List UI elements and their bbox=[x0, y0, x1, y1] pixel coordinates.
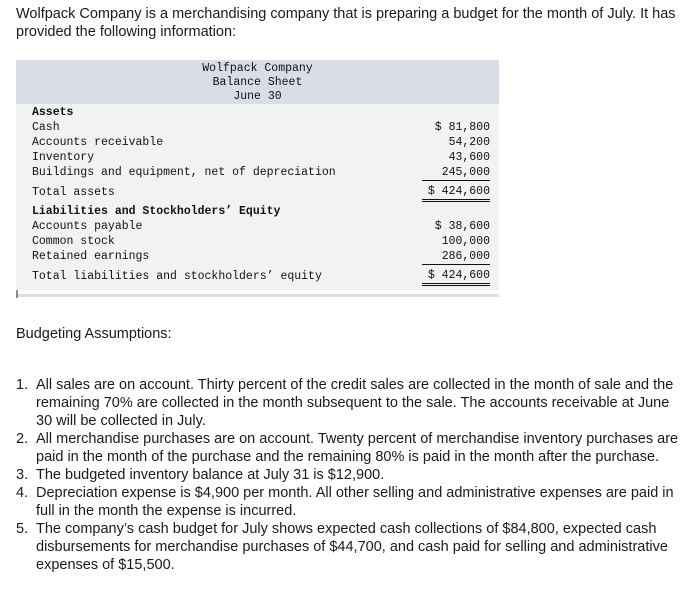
assumption-item bbox=[16, 430, 688, 466]
assumption-number: 3. bbox=[16, 467, 29, 483]
assumption-text: All merchandise purchases are on account. Twenty percent of merchandise inventory purchases are paid in the month of the purchase and the remaining 80% is paid in the month after the purchase. bbox=[36, 431, 679, 465]
assumption-number: 5. bbox=[16, 521, 29, 537]
assumption-number: 1. bbox=[16, 377, 29, 393]
inventory-value: 43,600 bbox=[448, 151, 490, 164]
total-assets-label: Total assets bbox=[32, 186, 115, 199]
assumption-item bbox=[16, 484, 688, 520]
statement-date: June 30 bbox=[233, 90, 282, 103]
buildings-equipment-label: Buildings and equipment, net of depreciation bbox=[32, 166, 336, 179]
assumption-item bbox=[16, 466, 688, 484]
assumption-text: The company’s cash budget for July shows expected cash collections of $84,800, expected cash disbursements for merchandise purchases of $44,700, and cash paid for selling and administrative expenses of $15,500. bbox=[36, 521, 668, 573]
assumptions-list bbox=[16, 376, 688, 574]
buildings-equipment-value: 245,000 bbox=[422, 166, 490, 181]
accounts-payable-value: $ 38,600 bbox=[434, 220, 490, 233]
assumption-number: 4. bbox=[16, 485, 29, 501]
accounts-payable-label: Accounts payable bbox=[32, 220, 143, 233]
accounts-receivable-label: Accounts receivable bbox=[32, 136, 164, 149]
cash-value: $ 81,800 bbox=[434, 121, 490, 134]
assumption-number: 2. bbox=[16, 431, 29, 447]
balance-sheet-left-marker bbox=[16, 290, 18, 298]
assumption-item bbox=[16, 520, 688, 574]
balance-sheet-header bbox=[16, 60, 499, 104]
assumption-text: Depreciation expense is $4,900 per month. All other selling and administrative expenses are paid in full in the month the expense is incurred. bbox=[36, 485, 674, 519]
assumption-item bbox=[16, 376, 688, 430]
balance-sheet-footer-bar bbox=[16, 294, 499, 297]
liabilities-equity-heading: Liabilities and Stockholders’ Equity bbox=[32, 205, 281, 218]
total-liabilities-equity-label: Total liabilities and stockholders’ equity bbox=[32, 270, 322, 283]
accounts-receivable-value: 54,200 bbox=[448, 136, 490, 149]
common-stock-label: Common stock bbox=[32, 235, 115, 248]
inventory-label: Inventory bbox=[32, 151, 95, 164]
balance-sheet bbox=[16, 60, 499, 298]
balance-sheet-body bbox=[16, 104, 499, 290]
total-liabilities-equity-value: $ 424,600 bbox=[422, 269, 490, 286]
assumption-text: All sales are on account. Thirty percent of the credit sales are collected in the month of sale and the remaining 70% are collected in the month subsequent to the sale. The accounts receivable at June 30 will be collected in July. bbox=[36, 377, 674, 429]
company-name: Wolfpack Company bbox=[202, 62, 313, 75]
budgeting-assumptions-heading: Budgeting Assumptions: bbox=[16, 326, 172, 342]
common-stock-value: 100,000 bbox=[441, 235, 490, 248]
retained-earnings-value: 286,000 bbox=[422, 250, 490, 265]
assumption-text: The budgeted inventory balance at July 31 is $12,900. bbox=[36, 467, 385, 483]
statement-name: Balance Sheet bbox=[212, 76, 303, 89]
retained-earnings-label: Retained earnings bbox=[32, 250, 150, 263]
cash-label: Cash bbox=[32, 121, 60, 134]
total-assets-value: $ 424,600 bbox=[422, 185, 490, 202]
intro-paragraph: Wolfpack Company is a merchandising company that is preparing a budget for the month of July. It has provided the following information: bbox=[16, 6, 676, 40]
assets-heading: Assets bbox=[32, 106, 74, 119]
